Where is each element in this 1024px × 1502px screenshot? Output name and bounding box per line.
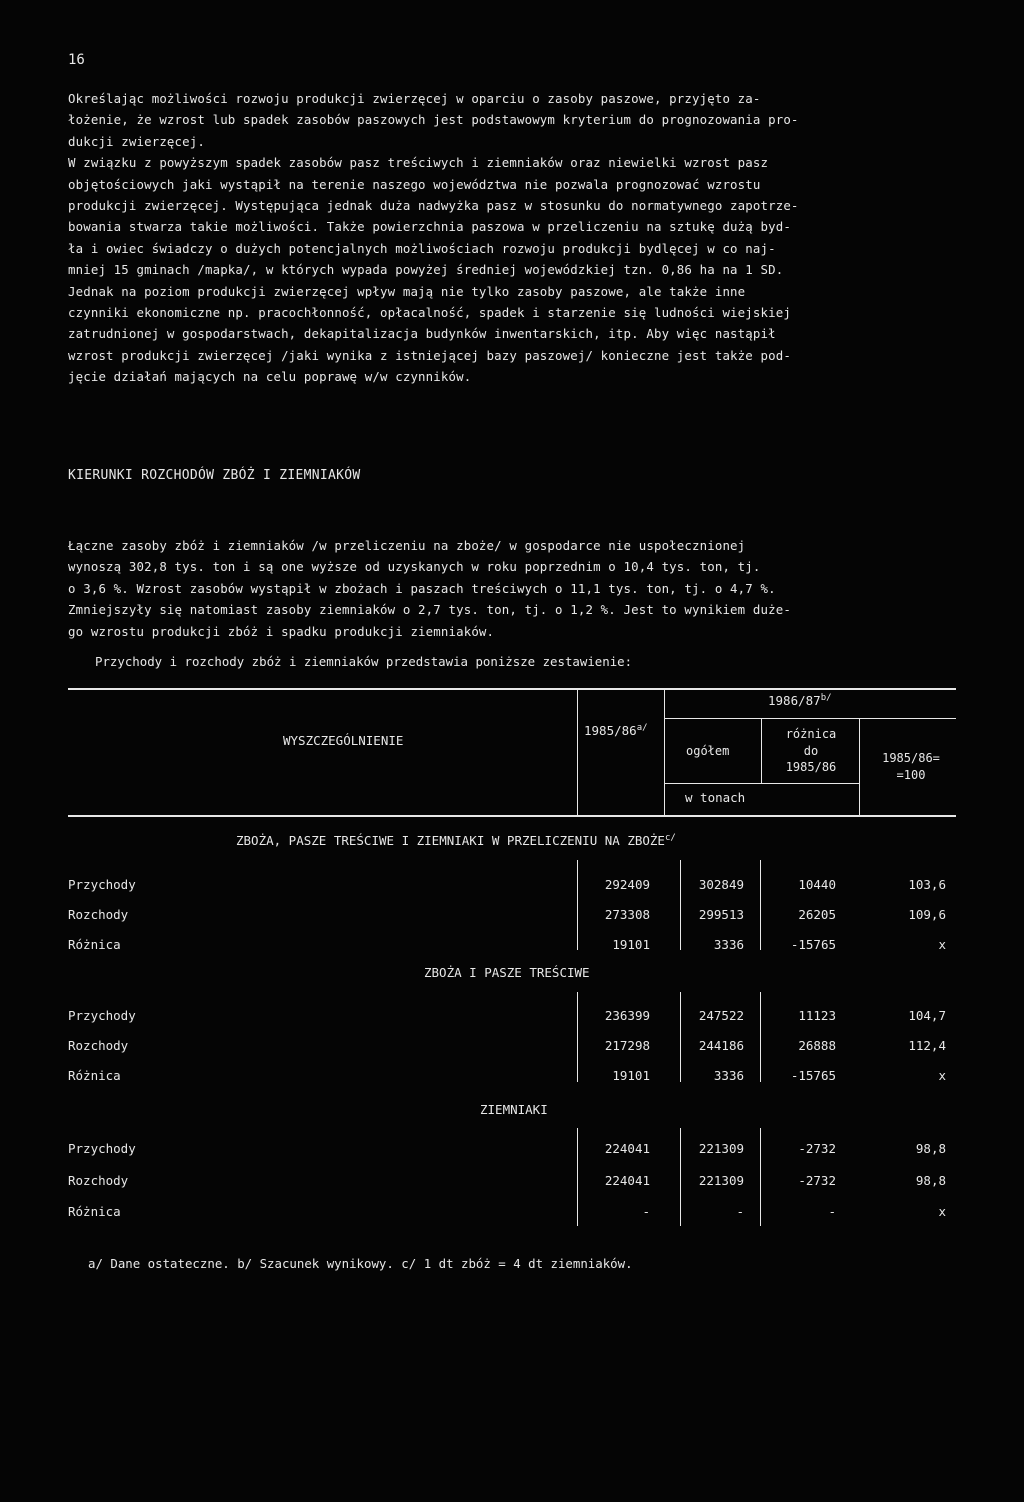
group-title: ZBOŻA I PASZE TREŚCIWE xyxy=(424,965,590,981)
value-total: 221309 xyxy=(698,1173,744,1188)
section-line: wynoszą 302,8 tys. ton i są one wyższe od uzyskanych w roku poprzednim o 10,4 tys. ton, tj. xyxy=(68,559,761,575)
value-index: x xyxy=(938,1068,946,1083)
value-diff: 11123 xyxy=(798,1008,836,1023)
value-diff: 26888 xyxy=(798,1038,836,1053)
header-total: ogółem xyxy=(686,744,730,758)
row-label: Przychody xyxy=(68,1008,136,1023)
value-diff: - xyxy=(828,1204,836,1219)
value-total: 302849 xyxy=(698,877,744,892)
header-diff-line3: 1985/86 xyxy=(785,760,837,774)
intro-line: mniej 15 gminach /mapka/, w których wypada powyżej średniej wojewódzkiej tzn. 0,86 ha na 1 SD. xyxy=(68,262,784,278)
footnote: a/ Dane ostateczne. b/ Szacunek wynikowy. c/ 1 dt zbóż = 4 dt ziemniaków. xyxy=(88,1256,633,1271)
value-index: 104,7 xyxy=(908,1008,946,1023)
value-1985: 19101 xyxy=(612,1068,650,1083)
value-index: 98,8 xyxy=(915,1173,946,1188)
value-total: 244186 xyxy=(698,1038,744,1053)
value-index: 103,6 xyxy=(908,877,946,892)
header-diff-line1: różnica xyxy=(785,727,837,741)
value-diff: -2732 xyxy=(798,1141,836,1156)
intro-paragraph xyxy=(68,88,968,388)
value-total: 221309 xyxy=(698,1141,744,1156)
header-divider xyxy=(761,719,762,783)
intro-line: W związku z powyższym spadek zasobów pasz treściwych i ziemniaków oraz niewielki wzrost pasz xyxy=(68,155,769,171)
value-diff: 10440 xyxy=(798,877,836,892)
value-total: - xyxy=(736,1204,744,1219)
intro-line: łożenie, że wzrost lub spadek zasobów paszowych jest podstawowym kryterium do prognozowania pro- xyxy=(68,112,799,128)
intro-line: ła i owiec świadczy o dużych potencjalnych możliwościach rozwoju produkcji bydlęcej w co naj- xyxy=(68,240,776,256)
row-label: Przychody xyxy=(68,877,136,892)
header-1985: $1985/86^{a/}$ xyxy=(584,723,648,739)
intro-line: Określając możliwości rozwoju produkcji zwierzęcej w oparciu o zasoby paszowe, przyjęto za- xyxy=(68,91,761,106)
intro-line: czynniki ekonomiczne np. pracochłonność, opłacalność, spadek i starzenie się ludności wiejskiej xyxy=(68,305,791,321)
value-1985: 224041 xyxy=(604,1141,650,1156)
header-1986-group: $1986/87^{b/}$ xyxy=(768,693,832,709)
unit-rule xyxy=(664,783,859,784)
value-1985: 19101 xyxy=(612,937,650,952)
header-divider xyxy=(664,690,665,815)
value-1985: 217298 xyxy=(604,1038,650,1053)
intro-line: zatrudnionej w gospodarstwach, dekapitalizacja budynków inwentarskich, itp. Aby więc nastąpił xyxy=(68,326,776,342)
table-header-rule xyxy=(68,815,956,817)
section-paragraph xyxy=(68,535,968,642)
row-label: Różnica xyxy=(68,1204,121,1219)
row-label: Różnica xyxy=(68,937,121,952)
table-top-rule xyxy=(68,688,956,690)
value-total: 3336 xyxy=(713,1068,744,1083)
table-intro: Przychody i rozchody zbóż i ziemniaków przedstawia poniższe zestawienie: xyxy=(95,654,633,669)
header-unit: w tonach xyxy=(685,790,746,805)
header-item: WYSZCZEGÓLNIENIE xyxy=(283,733,404,748)
intro-line: produkcji zwierzęcej. Występująca jednak duża nadwyżka pasz w stosunku do normatywnego zapotrze- xyxy=(68,198,799,214)
page-number: 16 xyxy=(68,52,85,68)
header-divider xyxy=(577,690,578,815)
value-diff: -15765 xyxy=(790,1068,836,1083)
value-total: 299513 xyxy=(698,907,744,922)
intro-line: dukcji zwierzęcej. xyxy=(68,133,205,149)
intro-line: Jednak na poziom produkcji zwierzęcej wpływ mają nie tylko zasoby paszowe, ale także inne xyxy=(68,283,746,299)
value-total: 3336 xyxy=(713,937,744,952)
value-index: 98,8 xyxy=(915,1141,946,1156)
section-line: Łączne zasoby zbóż i ziemniaków /w przeliczeniu na zboże/ w gospodarce nie uspołecznionej xyxy=(68,538,746,553)
value-1985: 236399 xyxy=(604,1008,650,1023)
intro-line: jęcie działań mających na celu poprawę w/w czynników. xyxy=(68,369,472,385)
value-1985: - xyxy=(642,1204,650,1219)
header-index-line2: =100 xyxy=(896,768,926,782)
group-title: ZBOŻA, PASZE TREŚCIWE I ZIEMNIAKI W PRZELICZENIU NA $ZBOŻE^{c/}$ xyxy=(236,833,676,849)
group-header-rule xyxy=(664,718,956,719)
value-total: 247522 xyxy=(698,1008,744,1023)
row-label: Rozchody xyxy=(68,1173,129,1188)
value-1985: 292409 xyxy=(604,877,650,892)
intro-line: objętościowych jaki wystąpił na terenie naszego województwa nie pozwala prognozować wzrostu xyxy=(68,176,761,192)
value-diff: 26205 xyxy=(798,907,836,922)
value-index: x xyxy=(938,1204,946,1219)
value-diff: -2732 xyxy=(798,1173,836,1188)
section-line: Zmniejszyły się natomiast zasoby ziemniaków o 2,7 tys. ton, tj. o 1,2 %. Jest to wynikiem duże- xyxy=(68,602,791,618)
intro-line: wzrost produkcji zwierzęcej /jaki wynika z istniejącej bazy paszowej/ konieczne jest także pod- xyxy=(68,347,791,363)
header-index-line1: 1985/86= xyxy=(882,751,940,765)
value-1985: 273308 xyxy=(604,907,650,922)
intro-line: bowania stwarza takie możliwości. Także powierzchnia paszowa w przeliczeniu na sztukę dużą byd- xyxy=(68,219,791,235)
value-index: 112,4 xyxy=(908,1038,946,1053)
header-diff-line2: do xyxy=(803,744,819,758)
section-line: go wzrostu produkcji zbóż i spadku produkcji ziemniaków. xyxy=(68,623,495,639)
row-label: Rozchody xyxy=(68,907,129,922)
section-line: o 3,6 %. Wzrost zasobów wystąpił w zbożach i paszach treściwych o 11,1 tys. ton, tj. o 4,7 %. xyxy=(68,580,776,596)
value-index: 109,6 xyxy=(908,907,946,922)
row-label: Rozchody xyxy=(68,1038,129,1053)
header-divider xyxy=(859,719,860,815)
value-index: x xyxy=(938,937,946,952)
row-label: Przychody xyxy=(68,1141,136,1156)
group-title: ZIEMNIAKI xyxy=(480,1102,548,1118)
row-label: Różnica xyxy=(68,1068,121,1083)
value-1985: 224041 xyxy=(604,1173,650,1188)
value-diff: -15765 xyxy=(790,937,836,952)
section-title: KIERUNKI ROZCHODÓW ZBÓŻ I ZIEMNIAKÓW xyxy=(68,468,361,483)
